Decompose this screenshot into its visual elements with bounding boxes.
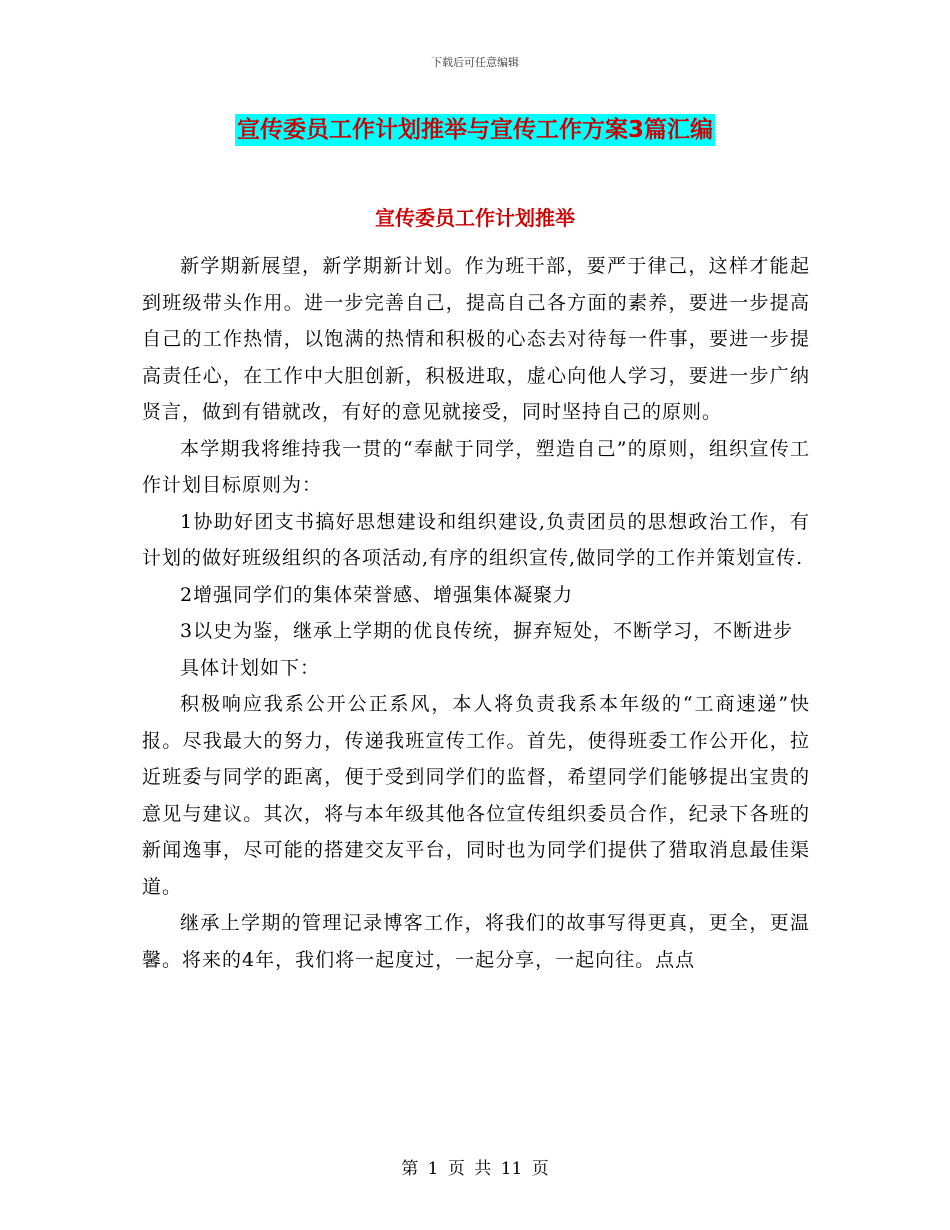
paragraph: 积极响应我系公开公正系风，本人将负责我系本年级的“工商速递”快报。尽我最大的努力，传递我班宣传工作。首先，使得班委工作公开化，拉近班委与同学的距离，便于受到同学们的监督，希望同学们能够提出宝贵的意见与建议。其次，将与本年级其他各位宣传组织委员合作，纪录下各班的新闻逸事，尽可能的搭建交友平台，同时也为同学们提供了猎取消息最佳渠道。 [142,693,810,898]
paragraph: 3以史为鉴，继承上学期的优良传统，摒弃短处，不断学习，不断进步 [180,620,794,642]
paragraph: 新学期新展望，新学期新计划。作为班干部，要严于律己，这样才能起到班级带头作用。进一步完善自己，提高自己各方面的素养，要进一步提高自己的工作热情，以饱满的热情和积极的心态去对待每一件事，要进一步提高责任心，在工作中大胆创新，积极进取，虚心向他人学习，要进一步广纳贤言，做到有错就改，有好的意见就接受，同时坚持自己的原则。 [142,255,810,423]
paragraph: 本学期我将维持我一贯的“奉献于同学，塑造自己”的原则，组织宣传工作计划目标原则为： [142,437,810,496]
document-title [0,114,950,148]
page-footer: 第 1 页 共 11 页 [401,1159,549,1179]
document-body [142,248,810,978]
header-note: 下载后可任意编辑 [431,56,519,69]
document-title-text: 宣传委员工作计划推举与宣传工作方案3篇汇编 [235,114,715,146]
paragraph: 1协助好团支书搞好思想建设和组织建设,负责团员的思想政治工作，有计划的做好班级组织的各项活动,有序的组织宣传,做同学的工作并策划宣传. [142,510,810,569]
paragraph: 2增强同学们的集体荣誉感、增强集体凝聚力 [180,583,574,606]
paragraph: 具体计划如下： [180,656,321,679]
section-title: 宣传委员工作计划推举 [375,206,575,230]
paragraph: 继承上学期的管理记录博客工作，将我们的故事写得更真，更全，更温馨。将来的4年，我们将一起度过，一起分享，一起向往。点点 [142,912,810,971]
